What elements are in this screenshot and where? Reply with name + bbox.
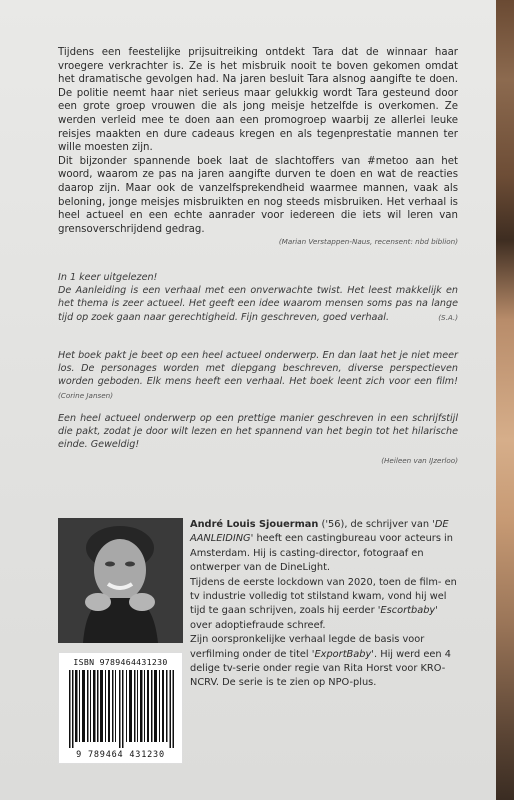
review-3-author: (Heileen van IJzerloo): [381, 455, 458, 465]
author-bio: [190, 518, 460, 691]
review-1: [58, 271, 458, 324]
review-2-text: Het boek pakt je beet op een heel actueel onderwerp. En dan laat het je niet meer los. De personages worden met diepgang beschreven, diverse perspectieven worden geboden. Elk mens heeft een verhaal. Het boek leent zich voor een film!: [58, 350, 458, 388]
synopsis-paragraph-1: Tijdens een feestelijke prijsuitreiking ontdekt Tara dat de winnaar haar vroegere verkrachter is. Ze is het misbruik nooit te boven gekomen omdat het dramatische gevolgen had. Na jaren besluit Tara alsnog aangifte te doen. De politie neemt haar niet serieus maar gelukkig wordt Tara gesteund door een grote groep vrouwen die als jong meisje hetzelfde is overkomen. Ze werden verleid mee te doen aan een promogroep waarbij ze allerlei leuke reisjes maakten en dure cadeaus kregen en als tegenprestatie mannen ter wille moesten zijn.: [58, 47, 458, 154]
synopsis: [58, 46, 458, 249]
author-photo: [58, 518, 183, 643]
bio-original-2: . Hij werd een 4 delige tv-serie onder regie van Rita Horst voor KRO-NCRV. De serie is te zien op NPO-plus.: [190, 648, 451, 689]
bio-lockdown: Tijdens de eerste lockdown van 2020, toen de film- en tv industrie volledig tot stilstand kwam, vond hij wel tijd te gaan schrijven, zoals hij eerder: [190, 576, 457, 617]
review-2-author: (Corine Jansen): [58, 390, 114, 400]
isbn-digits: 9 789464 431230: [76, 750, 165, 760]
synopsis-attribution: (Marian Verstappen-Naus, recensent: nbd biblion): [278, 237, 458, 247]
author-name: André Louis Sjouerman: [190, 519, 319, 530]
barcode-bars-icon: [69, 670, 174, 748]
isbn-label: ISBN 9789464431230: [73, 657, 168, 667]
bio-intro: heeft een castingbureau voor acteurs in Amsterdam. Hij is casting-director, fotograaf en ontwerper van de DineLight.: [190, 533, 453, 574]
synopsis-paragraph-2: Dit bijzonder spannende boek laat de slachtoffers van #metoo aan het woord, waarom ze pas na jaren aangifte durven te doen en wat de reacties daarop zijn. Maar ook de vanzelfsprekendheid waarmee mannen, vaak als beloning, jonge meisjes misbruikten en nog steeds misbruiken. Het verhaal is heel actueel en een echte aanrader voor iedereen die iets wil leren van grensoverschrijdend gedrag.: [58, 155, 458, 235]
review-1-text: In 1 keer uitgelezen! De Aanleiding is een verhaal met een onverwachte twist. Het leest makkelijk en het thema is zeer actueel. Het geeft een idee waarom mensen soms pas na lange tijd op zoek gaan naar gerechtigheid. Fijn geschreven, goed verhaal.: [58, 272, 458, 323]
review-2: [58, 349, 458, 402]
exportbaby-title: 'ExportBaby': [311, 648, 374, 660]
review-1-author: (S.A.): [438, 312, 458, 322]
bio-escort-after: over adoptiefraude schreef.: [190, 619, 326, 631]
review-3-text: Een heel actueel onderwerp op een prettige manier geschreven in een schrijfstijl die pakt, zodat je door wilt lezen en het spannend van het begin tot het hilarische einde. Geweldig!: [58, 413, 458, 451]
barcode: [58, 652, 183, 764]
author-year: ('56), de schrijver van: [318, 519, 433, 530]
author-portrait-icon: [58, 518, 183, 643]
bio-original-1: Zijn oorspronkelijke verhaal legde de basis voor verfilming onder de titel: [190, 634, 425, 660]
escortbaby-title: 'Escortbaby': [377, 605, 438, 617]
front-cover-photo-edge: [496, 0, 514, 800]
review-3: [58, 412, 458, 467]
book-title: 'DE AANLEIDING': [190, 519, 449, 545]
